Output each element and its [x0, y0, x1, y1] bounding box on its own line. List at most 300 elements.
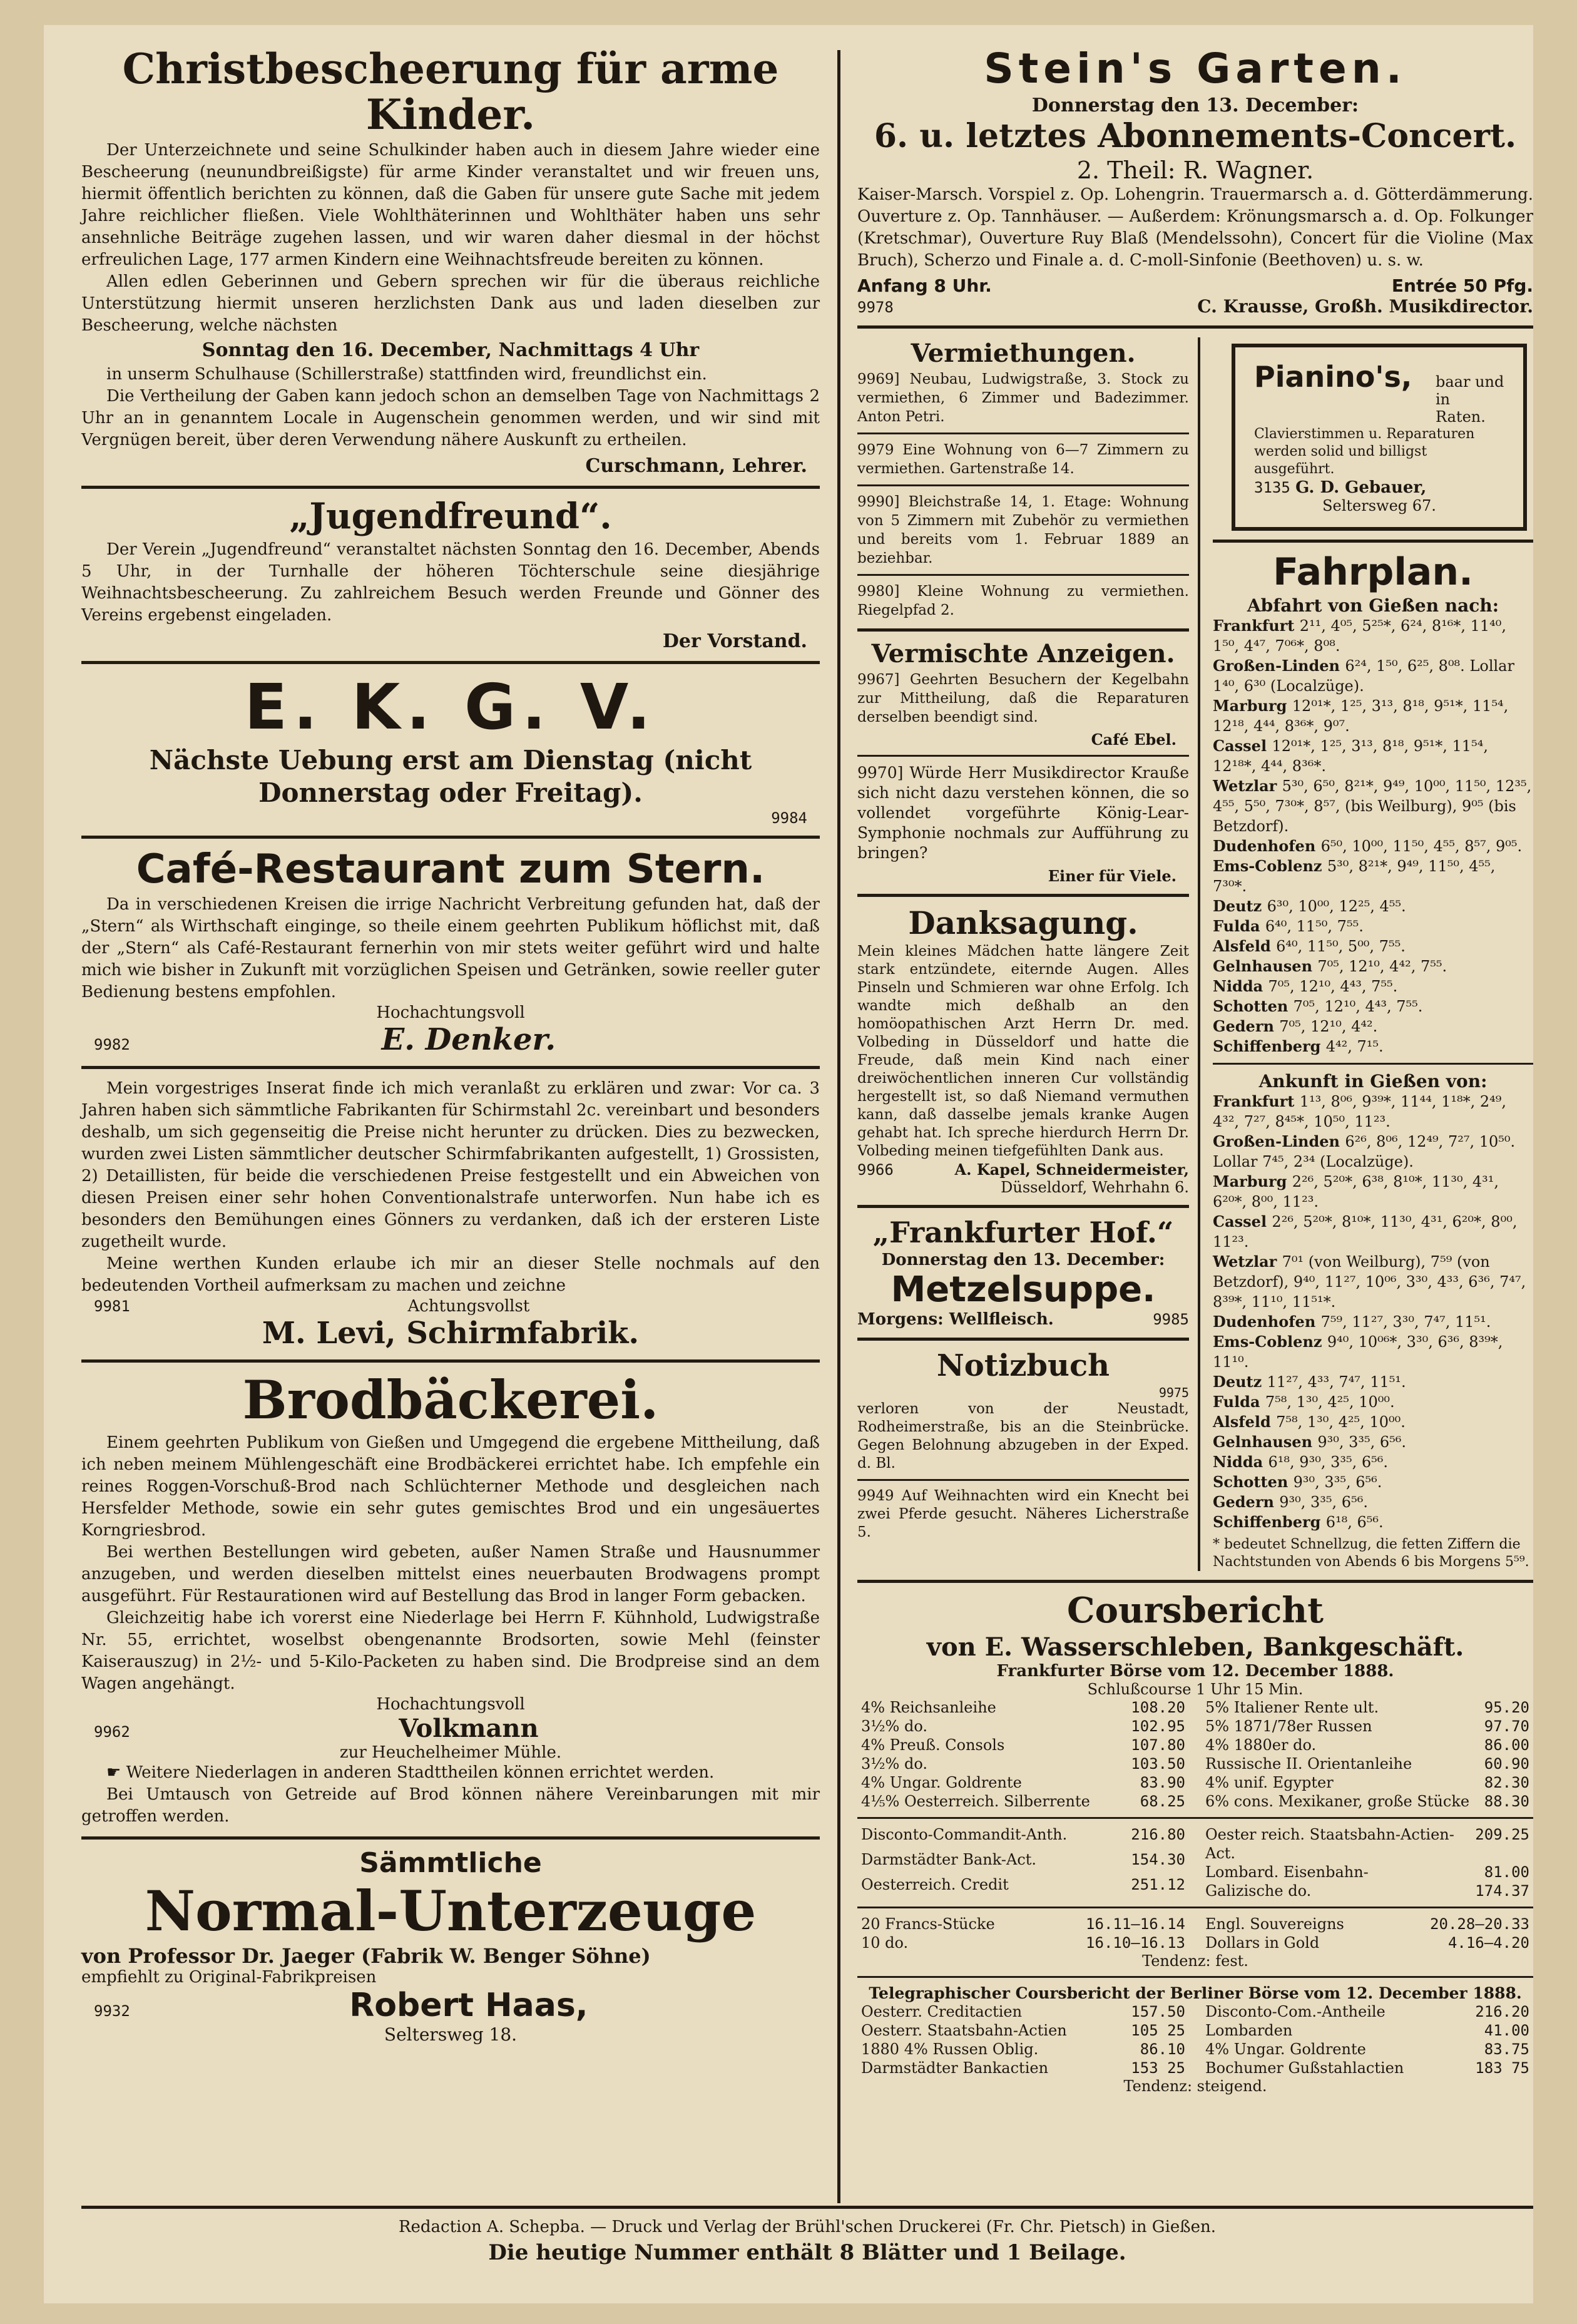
right-subcolumn-left	[857, 337, 1200, 1571]
station-name: Gelnhausen	[1213, 956, 1318, 975]
security-price: 209.25	[1475, 1826, 1529, 1844]
ad-footer-row	[81, 1297, 820, 1316]
security-price: 216.20	[1475, 2003, 1529, 2021]
security-name: 10 do.	[861, 1934, 909, 1952]
listing: 9990] Bleichstraße 14, 1. Etage: Wohnung von 5 Zimmern mit Zubehör zu vermiethen und bereits vom 1. Februar 1889 an beziehbar.	[857, 493, 1189, 566]
station-times: 4⁴², 7¹⁵.	[1325, 1037, 1384, 1055]
security-name: 4% Ungar. Goldrente	[861, 1774, 1022, 1792]
station-name: Schiffenberg	[1213, 1512, 1326, 1531]
station-times: 7⁰¹ (von Weilburg), 7⁵⁹ (von Betzdorf), 9⁴⁰, 11²⁷, 10⁰⁶, 3³⁰, 4³³, 6³⁶, 7⁴⁷, 8³⁹*, 11¹⁰, 11⁵¹*.	[1213, 1252, 1526, 1311]
security-name: Oester reich. Staatsbahn-Actien-Act.	[1205, 1826, 1454, 1863]
security-price: 108.20	[1131, 1699, 1185, 1717]
ad-text: Die Vertheilung der Gaben kann jedoch schon an demselben Tage von Nachmittags 2 Uhr an in genanntem Locale in Augenschein genommen werden, und wir sind mit Vergnügen bereit, über deren Verwendung nähere Auskunft zu ertheilen.	[81, 387, 820, 450]
ad-number: 9985	[1153, 1311, 1189, 1329]
security-name: Galizische do.	[1205, 1882, 1312, 1900]
ad-text: in unserm Schulhause (Schillerstraße) stattfinden wird, freundlichst ein.	[106, 365, 707, 384]
security-price: 83.90	[1140, 1774, 1185, 1792]
bourse-row	[1202, 1825, 1533, 1863]
security-name: 5% 1871/78er Russen	[1205, 1717, 1372, 1736]
bourse-row	[857, 1933, 1189, 1952]
security-price: 157.50	[1131, 2003, 1185, 2021]
security-name: Disconto-Com.-Antheile	[1205, 2003, 1386, 2021]
bourse-row	[1202, 2059, 1533, 2077]
ad-note: Bei Umtausch von Getreide auf Brod können nähere Vereinbarungen mit mir getroffen werden.	[81, 1784, 820, 1826]
ad-frankfurter-hof	[857, 1217, 1189, 1329]
ad-text: Nächste Uebung erst am Dienstag (nicht Donnerstag oder Freitag).	[149, 744, 752, 808]
bourse-row	[1202, 2040, 1533, 2059]
ad-number: 9966	[857, 1160, 894, 1179]
ad-text: 9949 Auf Weihnachten wird ein Knecht bei zwei Pferde gesucht. Näheres Licherstraße 5.	[857, 1487, 1189, 1540]
bourse-row	[857, 2059, 1189, 2077]
ad-title: Christbescheerung für arme Kinder.	[122, 44, 779, 139]
bourse-block	[857, 1825, 1533, 1900]
ad-number: 9982	[94, 1036, 130, 1054]
timetable-row	[1213, 976, 1533, 996]
security-price: 86.00	[1484, 1736, 1529, 1754]
station-name: Ems-Coblenz	[1213, 856, 1327, 875]
security-name: Darmstädter Bank-Act.	[861, 1851, 1037, 1869]
ad-title: Pianino's,	[1254, 359, 1412, 394]
divider	[81, 1066, 820, 1069]
station-times: 6³⁰, 10⁰⁰, 12²⁵, 4⁵⁵.	[1267, 897, 1406, 915]
ad-christbescheerung	[81, 46, 820, 477]
station-name: Marburg	[1213, 696, 1292, 715]
ad-text: Meine werthen Kunden erlaube ich mir an dieser Stelle nochmals auf den bedeutenden Vortheil aufmerksam zu machen und zeichne	[81, 1254, 820, 1296]
security-price: 4.16—4.20	[1447, 1934, 1529, 1952]
bourse-row	[857, 1754, 1189, 1773]
security-price: 86.10	[1140, 2040, 1185, 2059]
station-name: Nidda	[1213, 1452, 1268, 1471]
ad-subline: zur Heuchelheimer Mühle.	[339, 1743, 562, 1762]
ad-side: baar und in Raten.	[1436, 372, 1504, 426]
ad-info-row	[857, 275, 1533, 296]
bourse-table	[1202, 1825, 1533, 1900]
ad-title: „Jugendfreund“.	[289, 496, 612, 538]
ad-title: Café-Restaurant zum Stern.	[136, 846, 765, 893]
ad-footer-row	[857, 1310, 1189, 1329]
ad-normal-unterzeuge	[81, 1848, 820, 2045]
bourse-row	[1202, 1773, 1533, 1792]
station-times: 11²⁷, 4³³, 7⁴⁷, 11⁵¹.	[1267, 1373, 1406, 1391]
bourse-row	[1202, 1717, 1533, 1736]
ad-morning: Morgens: Wellfleisch.	[857, 1310, 1054, 1329]
station-times: 6¹⁸, 9³⁰, 3³⁵, 6⁵⁶.	[1268, 1453, 1388, 1471]
ad-title: E. K. G. V.	[244, 670, 657, 744]
bourse-row	[857, 2021, 1189, 2040]
security-name: Lombard. Eisenbahn-	[1205, 1863, 1369, 1881]
timetable-row	[1213, 1092, 1533, 1132]
section-title: Vermiethungen.	[911, 338, 1136, 368]
security-name: 6% cons. Mexikaner, große Stücke	[1205, 1793, 1470, 1811]
timetable-row	[1213, 736, 1533, 776]
ad-text: Mein vorgestriges Inserat finde ich mich veranlaßt zu erklären und zwar: Vor ca. 3 Jahren haben sich sämmtliche Fabrikanten für Schirmstahl 2c. vereinbart und besonders deshalb, um sich gegenseitig die Preise nicht herunter zu drücken. Dies zu bezwecken, wurden zwei Listen sämmtlicher deutscher Schirmfabrikanten aufgestellt, 1) Grossisten, 2) Detaillisten, für beide die verschiedenen Preise festgestellt und ein Abweichen von diesen Preisen einer sehr hohen Conventionalstrafe unterworfen. Nun habe ich es besonders den Bemühungen eines Gönners zu verdanken, daß ich der ersteren Liste zugetheilt wurde.	[81, 1079, 820, 1252]
divider	[857, 894, 1189, 897]
right-column	[857, 44, 1533, 2095]
timetable-row	[1213, 1512, 1533, 1532]
ad-title: Normal-Unterzeuge	[145, 1878, 757, 1943]
section-title: „Frankfurter Hof.“	[872, 1215, 1174, 1249]
bourse-table	[857, 1915, 1189, 1952]
ad-text: verloren von der Neustadt, Rodheimerstraße, bis an die Steinbrücke. Gegen Belohnung abzugeben in der Exped. d. Bl.	[857, 1400, 1189, 1472]
ad-number: 9975	[1158, 1385, 1189, 1400]
security-name: 4⅕% Oesterreich. Silberrente	[861, 1793, 1090, 1811]
bourse-close: Schlußcourse 1 Uhr 15 Min.	[1087, 1681, 1304, 1699]
station-name: Fulda	[1213, 1392, 1265, 1411]
ad-signature: Volkmann	[399, 1713, 539, 1743]
ad-signature: Der Vorstand.	[662, 630, 807, 652]
ad-text: Da in verschiedenen Kreisen die irrige Nachricht Verbreitung gefunden hat, daß der „Stern“ als Wirthschaft einginge, so theile einem geehrten Publikum höflichst mit, daß der „Stern“ als Café-Restaurant fernerhin von mir stets weiter geführt wird und halte mich wie bisher in Zukunft mit vorzüglichen Speisen und Getränken, sowie reeller guter Bedienung bestens empfohlen.	[81, 895, 820, 1002]
security-price: 16.11—16.14	[1086, 1915, 1185, 1933]
station-name: Großen-Linden	[1213, 656, 1345, 675]
ad-address: Seltersweg 18.	[384, 2024, 518, 2045]
listing-signature: Einer für Viele.	[1048, 866, 1176, 885]
bourse-row	[857, 1736, 1189, 1754]
divider	[857, 484, 1189, 486]
ad-number: 9962	[94, 1723, 130, 1741]
station-name: Alsfeld	[1213, 1412, 1277, 1431]
station-times: 7⁵⁸, 1³⁰, 4²⁵, 10⁰⁰.	[1265, 1393, 1395, 1411]
timetable-row	[1213, 1412, 1533, 1432]
ad-date: Donnerstag den 13. December:	[881, 1251, 1165, 1270]
departure-list	[1213, 616, 1533, 1057]
ad-body	[81, 1078, 820, 1297]
timetable-row	[1213, 916, 1533, 936]
ad-note: Weitere Niederlagen in anderen Stadttheilen können errichtet werden.	[126, 1763, 715, 1782]
ad-vermiethungen	[857, 340, 1189, 620]
ad-danksagung	[857, 906, 1189, 1196]
bourse-row	[1202, 1863, 1533, 1881]
bourse-telegraph: Telegraphischer Coursbericht der Berliner Börse vom 12. December 1888.	[869, 1984, 1522, 2003]
ad-text: Der Unterzeichnete und seine Schulkinder haben auch in diesem Jahre wieder eine Bescheerung (neunundbreißigste) für arme Kinder veranstaltet und wir freuen uns, hiermit öffentlich berichten zu können, daß die Gaben für unsere gute Sache mit jedem Jahre reichlicher fließen. Viele Wohlthäterinnen und Wohlthäter haben uns sehr ansehnliche Beiträge zugehen lassen, und wir waren daher diesmal in der höchst erfreulichen Lage, 177 armen Kindern eine Weihnachtsfreude bereiten zu können.	[81, 141, 820, 270]
ad-jugendfreund	[81, 498, 820, 652]
security-price: 20.28—20.33	[1430, 1915, 1529, 1933]
timetable-row	[1213, 836, 1533, 856]
bourse-row	[1202, 1792, 1533, 1811]
divider	[857, 574, 1189, 576]
right-split-block	[857, 337, 1533, 1571]
station-name: Wetzlar	[1213, 776, 1282, 795]
station-name: Marburg	[1213, 1172, 1292, 1190]
station-times: 2²⁶, 5²⁰*, 6³⁸, 8¹⁰*, 11³⁰, 4³¹, 6²⁰*, 8⁰⁰, 11²³.	[1213, 1172, 1499, 1211]
ad-date: Donnerstag den 13. December:	[1031, 94, 1359, 116]
ad-ekgv	[81, 670, 820, 827]
security-name: Disconto-Commandit-Anth.	[861, 1826, 1068, 1844]
timetable-row	[1213, 1472, 1533, 1492]
ad-name: G. D. Gebauer,	[1295, 478, 1427, 497]
ad-footer-row	[857, 1160, 1189, 1179]
station-times: 7⁵⁸, 1³⁰, 4²⁵, 10⁰⁰.	[1276, 1413, 1406, 1431]
station-times: 6¹⁸, 6⁵⁶.	[1325, 1513, 1384, 1531]
divider	[1213, 1063, 1533, 1065]
ad-footer-row	[857, 296, 1533, 317]
timetable-row	[1213, 656, 1533, 696]
station-name: Wetzlar	[1213, 1252, 1282, 1271]
ad-body	[81, 1432, 820, 1695]
station-name: Gelnhausen	[1213, 1432, 1318, 1451]
station-name: Dudenhofen	[1213, 836, 1321, 855]
security-price: 97.70	[1484, 1717, 1529, 1736]
bourse-row	[857, 1825, 1189, 1850]
bourse-row	[1202, 2002, 1533, 2021]
station-times: 5³⁰, 8²¹*, 9⁴⁹, 11⁵⁰, 4⁵⁵, 7³⁰*.	[1213, 857, 1496, 895]
section-title: Danksagung.	[908, 904, 1138, 941]
bourse-row	[857, 1698, 1189, 1717]
section-title: Fahrplan.	[1273, 550, 1473, 594]
divider	[857, 1479, 1189, 1481]
ad-steins-garten	[857, 46, 1533, 317]
station-name: Frankfurt	[1213, 616, 1300, 635]
bourse-block	[857, 1698, 1533, 1811]
timetable-row	[1213, 1252, 1533, 1312]
ad-signature: M. Levi, Schirmfabrik.	[262, 1316, 640, 1351]
fahrplan-heading: Abfahrt von Gießen nach:	[1247, 595, 1499, 616]
ad-title: Stein's Garten.	[984, 44, 1407, 93]
security-name: Dollars in Gold	[1205, 1934, 1320, 1952]
ad-signature: C. Krausse, Großh. Musikdirector.	[1197, 295, 1533, 317]
divider	[81, 661, 820, 664]
ad-signature: E. Denker.	[381, 1022, 556, 1058]
divider	[81, 1359, 820, 1363]
station-times: 7⁰⁵, 12¹⁰, 4⁴³, 7⁵⁵.	[1268, 977, 1398, 995]
ad-footer-row	[81, 1022, 820, 1057]
security-price: 153 25	[1131, 2059, 1185, 2077]
security-price: 183 75	[1475, 2059, 1529, 2077]
security-name: 4% 1880er do.	[1205, 1736, 1317, 1754]
fahrplan-note: * bedeutet Schnellzug, die fetten Ziffern die Nachtstunden von Abends 6 bis Morgens 5⁵⁹.	[1213, 1536, 1529, 1570]
timetable-row	[1213, 1432, 1533, 1452]
ad-text: Allen edlen Geberinnen und Gebern sprechen wir für die überaus reichliche Unterstützung hiermit unseren herzlichsten Dank aus und laden dieselben zur Bescheerung, welche nächsten	[81, 272, 820, 335]
divider	[81, 1836, 820, 1840]
bourse-row	[857, 1850, 1189, 1875]
bourse-sub: Frankfurter Börse vom 12. December 1888.	[996, 1662, 1394, 1681]
ad-pretitle: Sämmtliche	[359, 1846, 542, 1879]
station-name: Gedern	[1213, 1492, 1280, 1511]
ad-greeting: Hochachtungsvoll	[376, 1003, 525, 1023]
station-times: 6⁴⁰, 11⁵⁰, 7⁵⁵.	[1265, 917, 1364, 935]
station-name: Cassel	[1213, 736, 1272, 755]
security-name: Lombarden	[1205, 2022, 1293, 2040]
listing-signature: Café Ebel.	[1091, 730, 1176, 749]
station-times: 2¹¹, 4⁰⁵, 5²⁵*, 6²⁴, 8¹⁶*, 11⁴⁰, 1⁵⁰, 4⁴⁷, 7⁰⁶*, 8⁰⁸.	[1213, 617, 1507, 655]
security-name: 4% unif. Egypter	[1205, 1774, 1334, 1792]
footer-imprint: Redaction A. Schepba. — Druck und Verlag der Brühl'schen Druckerei (Fr. Chr. Pietsch) in Gießen.	[398, 2218, 1217, 2236]
security-price: 103.50	[1131, 1755, 1185, 1773]
divider	[81, 836, 820, 839]
timetable-row	[1213, 856, 1533, 896]
bourse-row	[1202, 1754, 1533, 1773]
security-name: 5% Italiener Rente ult.	[1205, 1699, 1379, 1717]
timetable-row	[1213, 696, 1533, 736]
ad-text: Bei werthen Bestellungen wird gebeten, außer Namen Straße und Hausnummer anzugeben, und werden dieselben mittelst eines neuerbauten Brodwagens prompt ausgeführt. Für Restaurationen wird auf Bestellung das Brod in langer Form gebacken.	[81, 1542, 820, 1605]
timetable-row	[1213, 1132, 1533, 1172]
ad-name-row	[1254, 478, 1504, 497]
timetable-row	[1213, 1037, 1533, 1057]
ad-vermischte-anzeigen	[857, 640, 1189, 885]
divider	[857, 628, 1189, 632]
security-name: Engl. Souvereigns	[1205, 1915, 1344, 1933]
bourse-by: von E. Wasserschleben, Bankgeschäft.	[926, 1632, 1464, 1662]
security-price: 102.95	[1131, 1717, 1185, 1736]
bourse-row	[857, 1875, 1189, 1900]
divider	[81, 486, 820, 489]
station-times: 9³⁰, 3³⁵, 6⁵⁶.	[1293, 1473, 1382, 1491]
ad-footer-row	[81, 1987, 820, 2024]
timetable-row	[1213, 1492, 1533, 1512]
station-name: Großen-Linden	[1213, 1132, 1345, 1150]
timetable-row	[1213, 996, 1533, 1016]
security-price: 82.30	[1484, 1774, 1529, 1792]
ad-text: empfiehlt zu Original-Fabrikpreisen	[81, 1967, 377, 1987]
bourse-block	[857, 1915, 1533, 1952]
security-name: Oesterr. Staatsbahn-Actien	[861, 2022, 1067, 2040]
security-name: 1880 4% Russen Oblig.	[861, 2040, 1039, 2059]
divider	[857, 1338, 1189, 1341]
divider	[81, 2206, 1533, 2209]
station-times: 5³⁰, 6⁵⁰, 8²¹*, 9⁴⁹, 10⁰⁰, 11⁵⁰, 12³⁵, 4⁵⁵, 5⁵⁰, 7³⁰*, 8⁵⁷, (bis Weilburg), 9⁰⁵ (bis Betzdorf).	[1213, 777, 1532, 835]
page-footer	[81, 2197, 1533, 2265]
ad-levi	[81, 1078, 820, 1351]
ad-number: 9978	[857, 298, 894, 316]
security-name: 3½% do.	[861, 1755, 927, 1773]
security-name: Russische II. Orientanleihe	[1205, 1755, 1412, 1773]
ad-address: Düsseldorf, Wehrhahn 6.	[1001, 1178, 1189, 1196]
station-name: Schotten	[1213, 996, 1294, 1015]
station-name: Cassel	[1213, 1212, 1272, 1231]
ad-start: Anfang 8 Uhr.	[857, 275, 992, 296]
ad-body	[81, 894, 820, 1003]
divider	[857, 1907, 1533, 1908]
security-name: 4% Ungar. Goldrente	[1205, 2040, 1366, 2059]
station-times: 6⁴⁰, 11⁵⁰, 5⁰⁰, 7⁵⁵.	[1276, 937, 1406, 955]
newspaper-page	[44, 25, 1533, 2303]
timetable-row	[1213, 776, 1533, 836]
ad-footer-row	[81, 1714, 820, 1743]
section-title: Vermischte Anzeigen.	[871, 638, 1175, 668]
station-times: 6²⁴, 1⁵⁰, 6²⁵, 8⁰⁸. Lollar 1⁴⁰, 6³⁰ (Localzüge).	[1213, 657, 1514, 695]
security-price: 88.30	[1484, 1793, 1529, 1811]
security-price: 251.12	[1131, 1876, 1185, 1894]
timetable-row	[1213, 1452, 1533, 1472]
security-price: 95.20	[1484, 1699, 1529, 1717]
bourse-row	[857, 1792, 1189, 1811]
timetable-row	[1213, 1332, 1533, 1372]
listing: 9980] Kleine Wohnung zu vermiethen. Riegelpfad 2.	[857, 583, 1189, 618]
bourse-table	[857, 1825, 1189, 1900]
ad-notes	[81, 1762, 820, 1828]
ad-program: Kaiser-Marsch. Vorspiel z. Op. Lohengrin. Trauermarsch a. d. Götterdämmerung. Ouverture z. Op. Tannhäuser. — Außerdem: Krönungsmarsch a. d. Op. Folkunger (Kretschmar), Ouverture Ruy Blaß (Mendelssohn), Concert für die Violine (Max Bruch), Scherzo und Finale a. d. C-moll-Sinfonie (Beethoven) u. s. w.	[857, 185, 1533, 270]
station-name: Nidda	[1213, 976, 1268, 995]
ad-part: 2. Theil: R. Wagner.	[1076, 156, 1314, 184]
bourse-tendenz: Tendenz: fest.	[1142, 1952, 1248, 1970]
divider	[857, 1817, 1533, 1819]
section-title: Notizbuch	[936, 1348, 1110, 1384]
security-name: 4% Reichsanleihe	[861, 1699, 996, 1717]
coursbericht	[857, 1589, 1533, 2096]
ad-dish: Metzelsuppe.	[891, 1269, 1156, 1311]
security-price: 41.00	[1484, 2022, 1529, 2040]
timetable-row	[1213, 896, 1533, 916]
station-times: 9³⁰, 3³⁵, 6⁵⁶.	[1317, 1433, 1407, 1451]
left-column	[81, 44, 820, 2045]
bourse-row	[857, 1773, 1189, 1792]
column-divider	[837, 50, 840, 2203]
ad-text: Clavierstimmen u. Reparaturen werden solid und billigst ausgeführt.	[1254, 426, 1475, 477]
bourse-tendenz: Tendenz: steigend.	[1123, 2077, 1267, 2096]
ad-text: Mein kleines Mädchen hatte längere Zeit stark entzündete, eiternde Augen. Alles Pinseln und Schmieren war ohne Erfolg. Ich wandte mich deßhalb an den homöopathischen Arzt Herrn Dr. med. Volbeding in Düsseldorf und hatte die Freude, daß mein Kind nach einer dreiwöchentlichen inneren Cur vollständig hergestellt ist, so daß Niemand vermuthen kann, daß dasselbe jemals kranke Augen gehabt hat. Ich spreche hierdurch Herrn Dr. Volbeding meinen tiefgefühlten Dank aus.	[857, 943, 1189, 1159]
station-times: 12⁰¹*, 1²⁵, 3¹³, 8¹⁸, 9⁵¹*, 11⁵⁴, 12¹⁸, 4⁴⁴, 8³⁶*, 9⁰⁷.	[1213, 697, 1509, 735]
station-times: 9³⁰, 3³⁵, 6⁵⁶.	[1279, 1493, 1368, 1511]
timetable-row	[1213, 1016, 1533, 1037]
bourse-row	[1202, 1915, 1533, 1933]
security-price: 154.30	[1131, 1851, 1185, 1869]
fahrplan-heading: Ankunft in Gießen von:	[1258, 1070, 1488, 1092]
timetable-row	[1213, 616, 1533, 656]
station-times: 9⁴⁰, 10⁰⁶*, 3³⁰, 6³⁶, 8³⁹*, 11¹⁰.	[1213, 1333, 1503, 1371]
pointing-hand-icon: ☛	[106, 1763, 126, 1782]
bourse-block	[857, 2002, 1533, 2077]
security-price: 216.80	[1131, 1826, 1185, 1844]
divider	[857, 433, 1189, 434]
security-price: 174.37	[1475, 1882, 1529, 1900]
timetable-row	[1213, 1392, 1533, 1412]
security-name: Oesterreich. Credit	[861, 1876, 1009, 1894]
ad-cafe-stern	[81, 847, 820, 1057]
ad-greeting: Achtungsvollst	[407, 1297, 530, 1316]
bourse-table	[857, 2002, 1189, 2077]
bourse-row	[1202, 1736, 1533, 1754]
ad-signature: Curschmann, Lehrer.	[585, 455, 807, 478]
footer-note: Die heutige Nummer enthält 8 Blätter und 1 Beilage.	[488, 2240, 1126, 2265]
bourse-row	[1202, 1881, 1533, 1900]
listing: 9967] Geehrten Besuchern der Kegelbahn zur Mittheilung, daß die Reparaturen derselben beendigt sind.	[857, 671, 1189, 725]
ad-greeting: Hochachtungsvoll	[376, 1694, 525, 1714]
ad-text: Gleichzeitig habe ich vorerst eine Niederlage bei Herrn F. Kühnhold, Ludwigstraße Nr. 55, errichtet, woselbst obengenannte Brodsorten, sowie Mehl (feinster Kaiserauszug) in 2½- und 5-Kilo-Packeten zu haben sind. Die Brodpreise sind an dem Wagen angehängt.	[81, 1608, 820, 1693]
ad-entry: Entrée 50 Pfg.	[1391, 275, 1533, 296]
station-name: Schotten	[1213, 1472, 1294, 1491]
section-title: Coursbericht	[1067, 1589, 1324, 1631]
station-name: Dudenhofen	[1213, 1312, 1321, 1331]
bourse-row	[1202, 2021, 1533, 2040]
ad-brodbaeckerei	[81, 1371, 820, 1827]
divider	[857, 1976, 1533, 1978]
arrival-list	[1213, 1092, 1533, 1532]
security-name: Oesterr. Creditactien	[861, 2003, 1023, 2021]
station-name: Ems-Coblenz	[1213, 1332, 1327, 1351]
ad-body	[81, 140, 820, 451]
station-times: 1¹³, 8⁰⁶, 9³⁹*, 11⁴⁴, 1¹⁸*, 2⁴⁹, 4³², 7²⁷, 8⁴⁵*, 10⁵⁰, 11²³.	[1213, 1092, 1507, 1130]
bourse-table	[1202, 1698, 1533, 1811]
ad-text: von Professor Dr. Jaeger (Fabrik W. Benger Söhne)	[81, 1943, 651, 1968]
ad-number: 9981	[94, 1298, 130, 1316]
listing: 9970] Würde Herr Musikdirector Krauße sich nicht dazu verstehen können, die so vollendet vorgeführte König-Lear-Symphonie nochmals zur Aufführung zu bringen?	[857, 763, 1189, 862]
station-name: Frankfurt	[1213, 1092, 1300, 1110]
security-price: 83.75	[1484, 2040, 1529, 2059]
ad-text: Der Verein „Jugendfreund“ veranstaltet nächsten Sonntag den 16. December, Abends 5 Uhr, in der Turnhalle der höheren Töchterschule seine diesjährige Weihnachtsbescheerung. Zu zahlreichem Besuch werden Freunde und Gönner des Vereins ergebenst eingeladen.	[81, 540, 820, 625]
divider	[857, 325, 1533, 329]
ad-notizbuch	[857, 1349, 1189, 1542]
station-times: 7⁵⁹, 11²⁷, 3³⁰, 7⁴⁷, 11⁵¹.	[1320, 1313, 1491, 1331]
station-times: 7⁰⁵, 12¹⁰, 4⁴².	[1279, 1017, 1378, 1035]
bourse-row	[857, 1717, 1189, 1736]
timetable-row	[1213, 1312, 1533, 1332]
timetable-row	[1213, 956, 1533, 976]
ad-title: Brodbäckerei.	[242, 1369, 659, 1431]
station-times: 12⁰¹*, 1²⁵, 3¹³, 8¹⁸, 9⁵¹*, 11⁵⁴, 12¹⁸*, 4⁴⁴, 8³⁶*.	[1213, 737, 1488, 775]
station-name: Deutz	[1213, 896, 1267, 915]
station-times: 2²⁶, 5²⁰*, 8¹⁰*, 11³⁰, 4³¹, 6²⁰*, 8⁰⁰, 11²³.	[1213, 1212, 1518, 1251]
security-name: 20 Francs-Stücke	[861, 1915, 995, 1933]
bourse-row	[857, 1915, 1189, 1933]
